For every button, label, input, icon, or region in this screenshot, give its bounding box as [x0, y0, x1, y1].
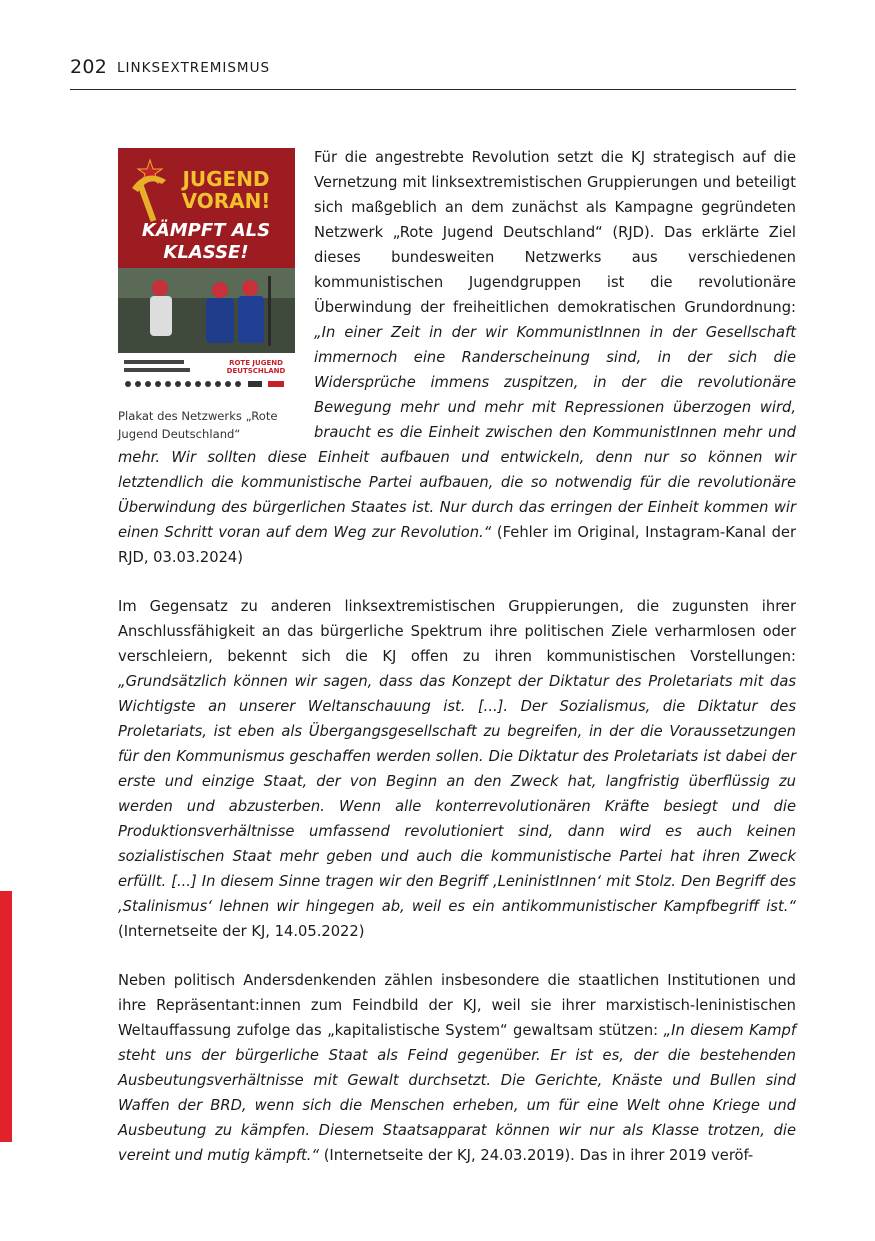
paragraph-1-text: Für die angestrebte Revolution setzt die KJ strategisch auf die Vernetzung mit linksextremistischen Gruppierungen und beteiligt sich maßgeblich an dem zunächst als Kampagne gegründeten Netzwerk „Rote Jugend Deutschland“ (RJD). Das erklärte Ziel dieses bundesweiten Netzwerks aus verschiedenen kommunistischen Jugendgruppen ist die revolutionäre Überwindung der freiheitlichen demokratischen Grundordnung: [314, 149, 796, 316]
poster-logo-line2: DEUTSCHLAND [226, 367, 286, 375]
body-text [118, 145, 796, 1192]
margin-color-bar [0, 891, 12, 1142]
paragraph-2-quote: „Grundsätzlich können wir sagen, dass das Konzept der Diktatur des Proletariats mit das Wichtigste an unserer Weltanschauung ist. [...]. Der Sozialismus, die Diktatur des Proletariats, ist eben als Übergangsgesellschaft zu begreifen, in der die Voraussetzungen für den Kommunismus geschaffen werden sollen. Die Diktatur des Proletariats ist dabei der erste und einzige Staat, der von Beginn an den Zweck hat, langfristig überflüssig zu werden und abzusterben. Wenn alle konterrevolutionären Kräfte besiegt und die Produktionsverhältnisse umfassend revolutioniert sind, dann wird es auch keinen sozialistischen Staat mehr geben und auch die kommunistische Partei hat ihren Zweck erfüllt. [...] In diesem Sinne tragen wir den Begriff ‚LeninistInnen‘ mit Stolz. Den Begriff des ‚Stalinismus‘ lehnen wir hingegen ab, weil es ein antikommunistischer Kampfbegriff ist.“ [118, 673, 796, 915]
paragraph-2-source: (Internetseite der KJ, 14.05.2022) [118, 923, 365, 940]
paragraph-2 [118, 594, 796, 944]
paragraph-3-text: Neben politisch Andersdenkenden zählen insbesondere die staatlichen Institutionen und ihre Repräsentant:innen zum Feindbild der KJ, weil sie ihrer marxistisch-leninistischen Weltauffassung zufolge das „kapitalistische System“ gewaltsam stützen: [118, 972, 796, 1039]
paragraph-1-quote: „In einer Zeit in der wir KommunistInnen in der Gesellschaft immernoch eine Randerscheinung sind, in der sich die Widersprüche immens zuspitzen, in der die revolutionäre Bewegung mehr und mehr mit Repressionen überzogen wird, braucht es die Einheit zwischen den KommunistInnen mehr und mehr. Wir sollten diese Einheit aufbauen und entwickeln, denn nur so können wir letztendlich die kommunistische Partei aufbauen, die so notwendig für die revolutionäre Überwindung des bürgerlichen Staates ist. Nur durch das erringen der Einheit kommen wir einen Schritt voran auf dem Weg zur Revolution.“ [118, 324, 796, 541]
running-head: LINKSEXTREMISMUS [117, 60, 271, 76]
poster-line1: JUGEND [182, 167, 270, 191]
poster-line3: KÄMPFT ALS [141, 220, 271, 241]
poster-line4: KLASSE! [163, 242, 249, 263]
page-number: 202 [70, 56, 108, 78]
paragraph-1-source: (Fehler im Original, Instagram-Kanal der RJD, 03.03.2024) [118, 524, 796, 566]
figure [118, 148, 296, 443]
paragraph-2-text: Im Gegensatz zu anderen linksextremistischen Gruppierungen, die zugunsten ihrer Anschlussfähigkeit an das bürgerliche Spektrum ihre politischen Ziele verharmlosen oder verschleiern, bekennt sich die KJ offen zu ihren kommunistischen Vorstellungen: [118, 598, 796, 665]
figure-caption: Plakat des Netzwerks „Rote Jugend Deutschland“ [118, 409, 278, 441]
paragraph-3-quote: „In diesem Kampf steht uns der bürgerliche Staat als Feind gegenüber. Er ist es, der die bestehenden Ausbeutungsverhältnisse mit Gewalt durchsetzt. Die Gerichte, Knäste und Bullen sind Waffen der BRD, wenn sich die Menschen erheben, um für eine Welt ohne Kriege und Ausbeutung zu kämpfen. Diesem Staatsapparat können wir nur als Klasse trotzen, die vereint und mutig kämpft.“ [118, 1022, 796, 1164]
paragraph-3-source: (Internetseite der KJ, 24.03.2019). Das in ihrer 2019 veröf- [319, 1147, 754, 1164]
page-header [70, 56, 796, 90]
poster-logo-line1: ROTE JUGEND [229, 359, 283, 367]
poster-image [118, 148, 295, 398]
paragraph-3 [118, 968, 796, 1168]
poster-line2: VORAN! [181, 189, 271, 213]
